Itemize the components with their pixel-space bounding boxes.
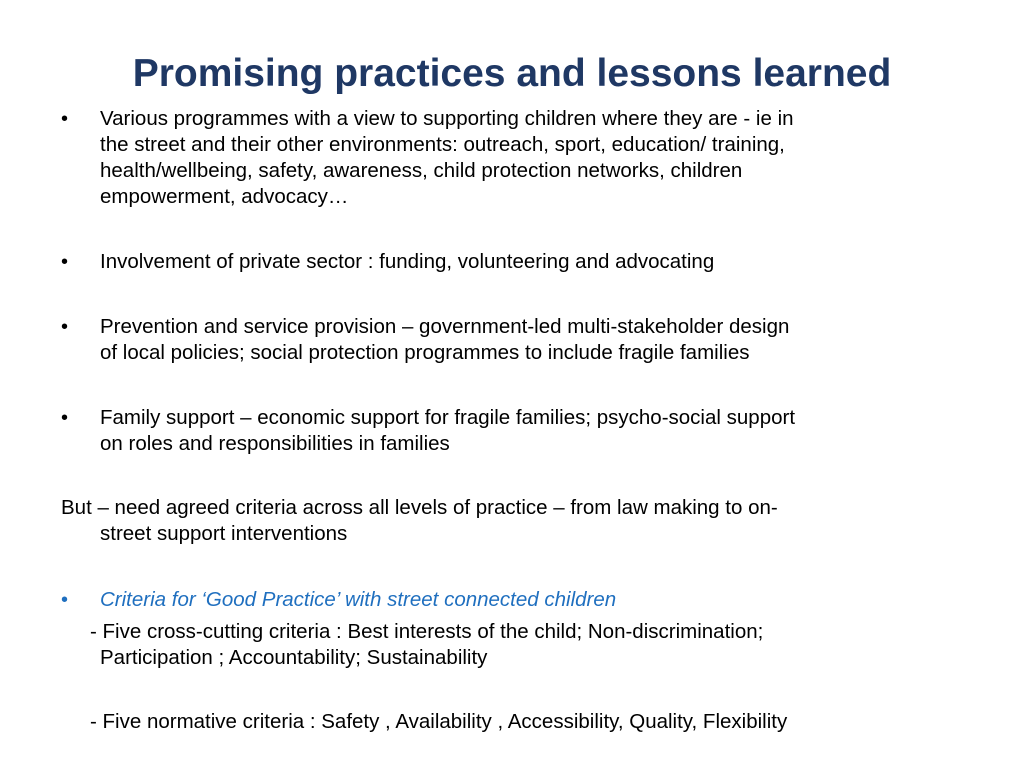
text-line: But – need agreed criteria across all levels of practice – from law making to on- [61, 496, 778, 519]
bullet-text [100, 106, 990, 210]
text-line: on roles and responsibilities in families [100, 432, 450, 455]
text-line: health/wellbeing, safety, awareness, child protection networks, children [100, 159, 743, 182]
bullet-icon: • [61, 316, 69, 338]
bullet-text [100, 587, 990, 613]
text-line: - Five normative criteria : Safety , Availability , Accessibility, Quality, Flexibility [90, 710, 788, 733]
text-line: of local policies; social protection programmes to include fragile families [100, 341, 750, 364]
slide-title: Promising practices and lessons learned [132, 52, 892, 95]
bullet-text [100, 314, 990, 366]
text-line: Criteria for ‘Good Practice’ with street connected children [100, 588, 617, 611]
bullet-text [100, 405, 990, 457]
text-line: Prevention and service provision – government-led multi-stakeholder design [100, 315, 790, 338]
text-line: Various programmes with a view to supporting children where they are - ie in [100, 107, 794, 130]
bullet-icon: • [61, 108, 69, 130]
text-line: the street and their other environments: outreach, sport, education/ training, [100, 133, 785, 156]
text-line: Involvement of private sector : funding, volunteering and advocating [100, 250, 715, 273]
bullet-icon: • [61, 407, 69, 429]
bullet-icon: • [61, 589, 69, 611]
bullet-icon: • [61, 251, 69, 273]
text-line: Family support – economic support for fragile families; psycho-social support [100, 406, 796, 429]
bullet-text [100, 249, 990, 275]
text-line: - Five cross-cutting criteria : Best interests of the child; Non-discrimination; [90, 620, 764, 643]
text-line: street support interventions [100, 522, 348, 545]
text-line: Participation ; Accountability; Sustainability [100, 646, 488, 669]
text-line: empowerment, advocacy… [100, 185, 349, 208]
